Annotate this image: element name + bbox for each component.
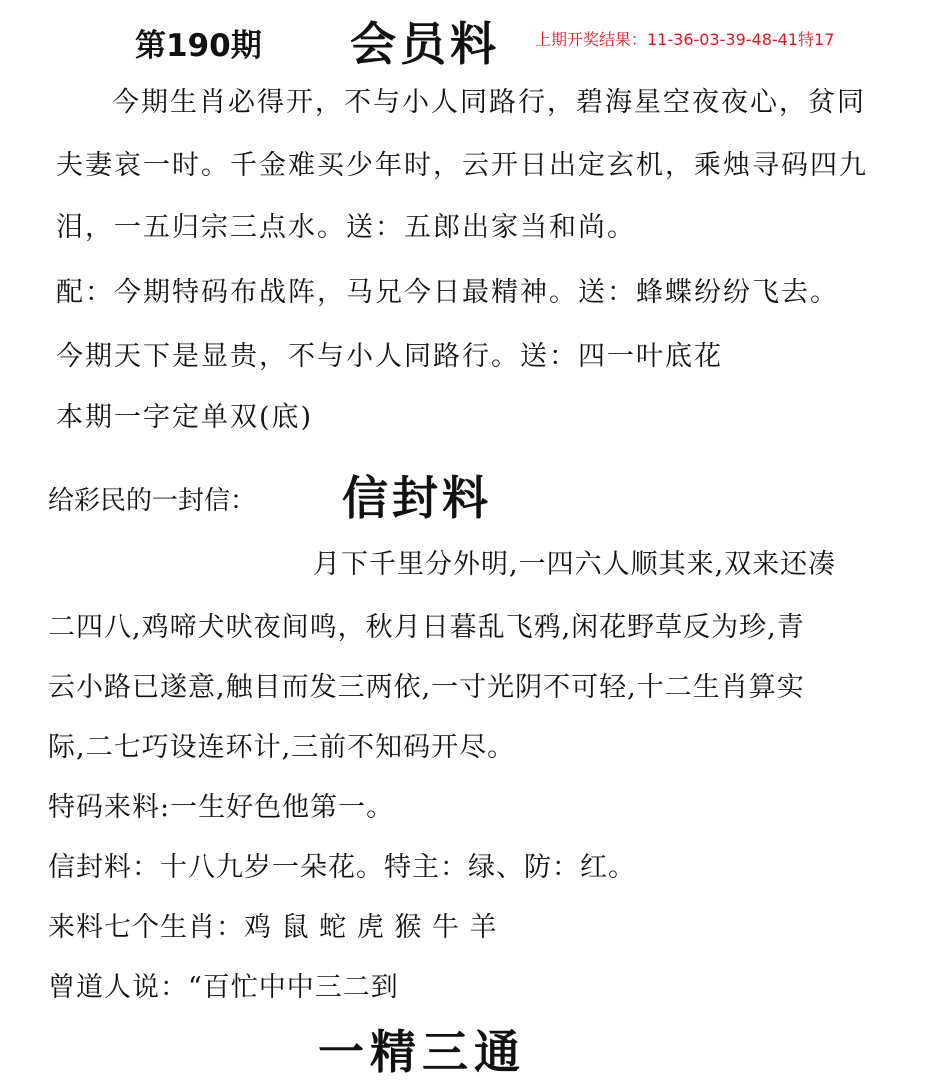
quote-line: 曾道人说：“百忙中中三二到 bbox=[48, 972, 399, 1003]
issue-number: 第190期 bbox=[135, 28, 262, 64]
footer-title: 一精三通 bbox=[318, 1025, 526, 1079]
member-line: 配：今期特码布战阵，马兄今日最精神。送：蜂蝶纷纷飞去。 bbox=[56, 277, 839, 308]
letter-label: 给彩民的一封信： bbox=[48, 486, 257, 516]
letter-line: 云小路已遂意,触目而发三两依,一寸光阴不可轻,十二生肖算实 bbox=[48, 672, 805, 703]
member-line: 夫妻哀一时。千金难买少年时，云开日出定玄机，乘烛寻码四九 bbox=[56, 150, 868, 181]
special-code-line: 特码来料:一生好色他第一。 bbox=[48, 792, 395, 823]
member-line: 今期生肖必得开，不与小人同路行，碧海星空夜夜心，贫同 bbox=[112, 87, 866, 118]
last-draw-result: 上期开奖结果：11-36-03-39-48-41特17 bbox=[535, 30, 835, 49]
member-line: 今期天下是显贵，不与小人同路行。送：四一叶底花 bbox=[56, 341, 723, 372]
member-section-title: 会员料 bbox=[350, 17, 500, 71]
member-line: 本期一字定单双(底) bbox=[56, 402, 314, 433]
letter-line: 际,二七巧设连环计,三前不知码开尽。 bbox=[48, 732, 516, 763]
letter-section-title: 信封料 bbox=[342, 471, 492, 525]
letter-line: 二四八,鸡啼犬吠夜间鸣，秋月日暮乱飞鸦,闲花野草反为珍,青 bbox=[48, 612, 805, 643]
letter-line: 月下千里分外明,一四六人顺其来,双来还凑 bbox=[313, 549, 837, 580]
envelope-tip-line: 信封料：十八九岁一朵花。特主：绿、防：红。 bbox=[48, 852, 636, 883]
member-line: 泪，一五归宗三点水。送：五郎出家当和尚。 bbox=[56, 212, 636, 243]
zodiac-line: 来料七个生肖：鸡 鼠 蛇 虎 猴 牛 羊 bbox=[48, 912, 498, 943]
